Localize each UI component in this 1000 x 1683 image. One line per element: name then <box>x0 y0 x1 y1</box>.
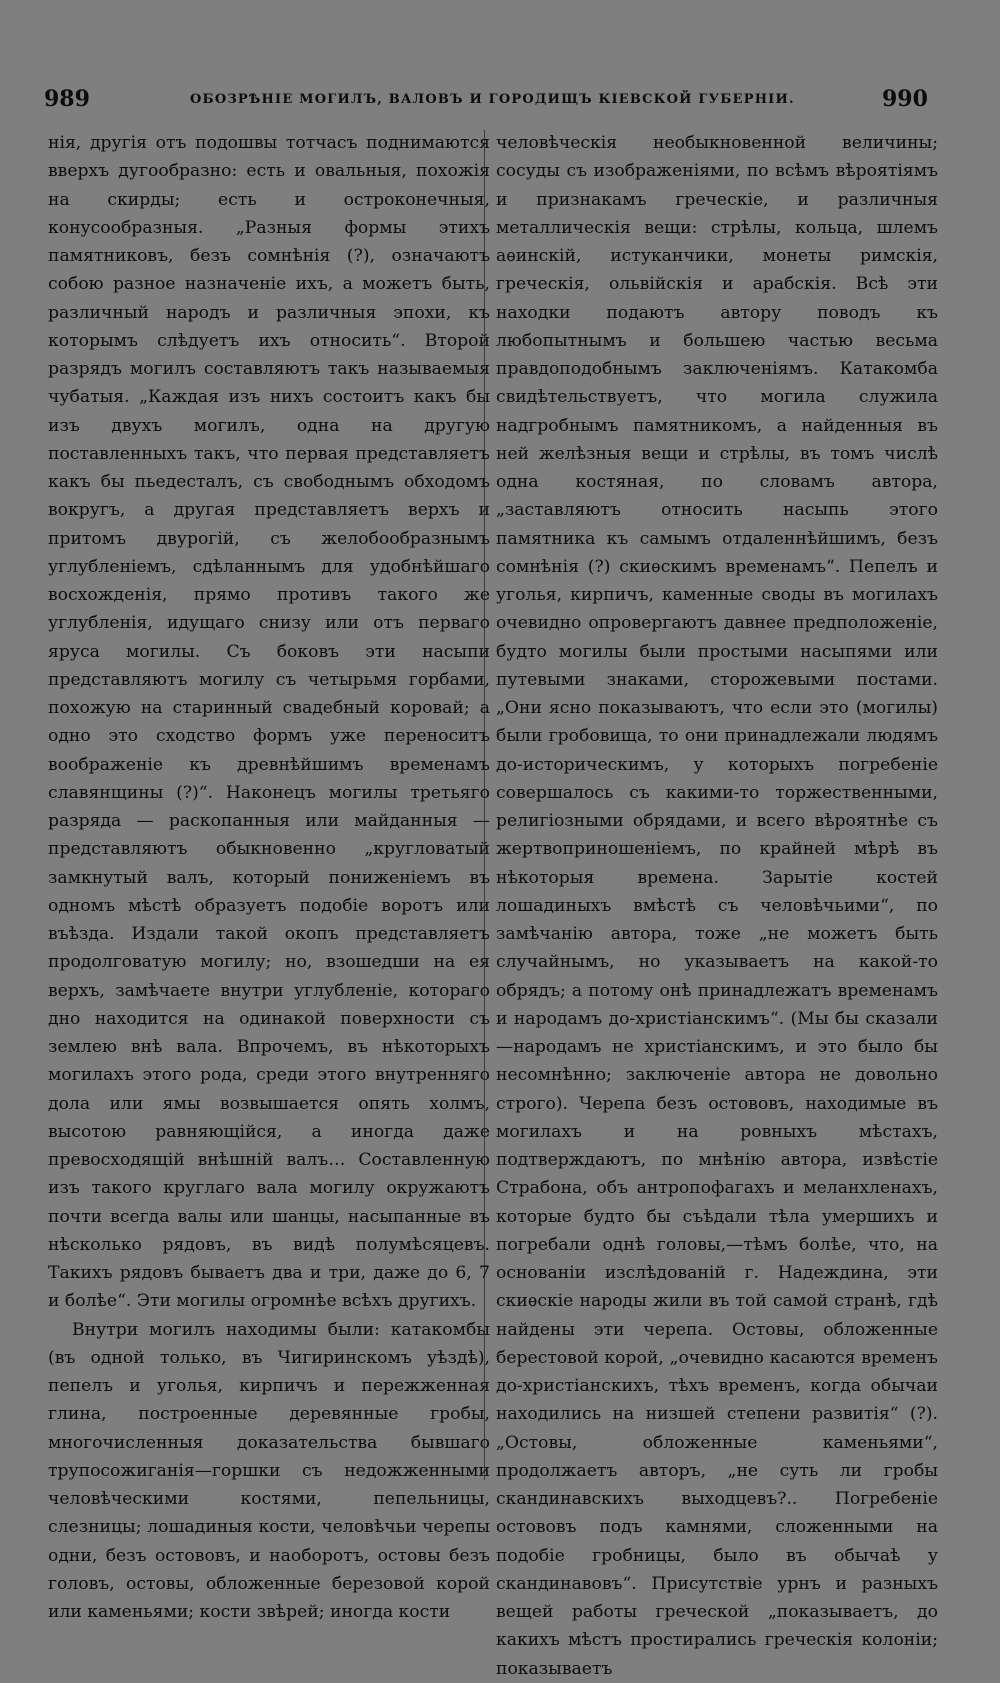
left-column <box>48 129 490 1626</box>
page-number-right: 990 <box>882 86 928 112</box>
left-paragraph-2: Внутри могилъ находимы были: катакомбы (въ одной только, въ Чигиринскомъ уѣздѣ), пепелъ и уголья, кирпичъ и пережженная глина, построенные деревянные гробы, многочисленныя доказательства бывшаго трупосожиганія—горшки съ недожженными человѣческими костями, пепельницы, слезницы; лошадиныя кости, человѣчьи черепы одни, безъ остововъ, и наоборотъ, остовы безъ головъ, остовы, обложенные березовой корой или каменьями; кости звѣрей; иногда кости <box>48 1319 490 1622</box>
right-paragraph-1: человѣческія необыкновенной величины; сосуды съ изображеніями, по всѣмъ вѣроятіямъ и признакамъ греческіе, и различныя металлическія вещи: стрѣлы, кольца, шлемъ аѳинскій, истуканчики, монеты римскія, греческія, ольвійскія и арабскія. Всѣ эти находки подаютъ автору поводъ къ любопытнымъ и большею частью весьма правдоподобнымъ заключеніямъ. Катакомба свидѣтельствуетъ, что могила служила надгробнымъ памятникомъ, а найденныя въ ней желѣзныя вещи и стрѣлы, въ томъ числѣ одна костяная, по словамъ автора, „заставляютъ относить насыпь этого памятника къ самымъ отдаленнѣйшимъ, безъ сомнѣнія (?) скиѳскимъ временамъ“. Пепелъ и уголья, кирпичъ, каменные своды въ могилахъ очевидно опровергаютъ давнее предположеніе, будто могилы были простыми насыпями или путевыми знаками, сторожевыми постами. „Они ясно показываютъ, что если это (могилы) были гробовища, то они принадлежали людямъ до-историческимъ, у которыхъ погребеніе совершалось съ какими-то торжественными, религіозными обрядами, и всего вѣроятнѣе съ жертвоприношеніемъ, по крайней мѣрѣ въ нѣкоторыя времена. Зарытіе костей лошадиныхъ вмѣстѣ съ человѣчьими“, по замѣчанію автора, тоже „не можетъ быть случайнымъ, но указываетъ на какой-то обрядъ; а потому онѣ принадлежатъ временамъ и народамъ до-христіанскимъ“. (Мы бы сказали—народамъ не христіанскимъ, и это было бы несомнѣнно; заключеніе автора не довольно строго). Черепа безъ остововъ, находимые въ могилахъ и на ровныхъ мѣстахъ, подтверждаютъ, по мнѣнію автора, извѣстіе Страбона, объ антропофагахъ и меланхленахъ, которые будто бы съѣдали тѣла умершихъ и погребали однѣ головы,—тѣмъ болѣе, что, на основаніи изслѣдованій г. Надеждина, эти скиѳскіе народы жили въ той самой странѣ, гдѣ найдены эти черепа. Остовы, обложенные берестовой корой, „очевидно касаются временъ до-христіанскихъ, тѣхъ временъ, когда обычаи находились на низшей степени развитія“ (?). „Остовы, обложенные каменьями“, продолжаетъ авторъ, „не суть ли гробы скандинавскихъ выходцевъ?.. Погребеніе остововъ подъ камнями, сложенными на подобіе гробницы, было въ обычаѣ у скандинавовъ“. Присутствіе урнъ и разныхъ вещей работы греческой „показываетъ, до какихъ мѣстъ простирались греческія колоніи; показываетъ <box>496 133 938 1679</box>
left-paragraph-1: нія, другія отъ подошвы тотчасъ поднимаются вверхъ дугообразно: есть и овальныя, похожія на скирды; есть и остроконечныя, конусообразныя. „Разныя формы этихъ памятниковъ, безъ сомнѣнія (?), означаютъ собою разное назначеніе ихъ, а можетъ быть, различный народъ и различныя эпохи, къ которымъ слѣдуетъ ихъ относить“. Второй разрядъ могилъ составляютъ такъ называемыя чубатыя. „Каждая изъ нихъ состоитъ какъ бы изъ двухъ могилъ, одна на другую поставленныхъ такъ, что первая представляетъ какъ бы пьедесталъ, съ свободнымъ обходомъ вокругъ, а другая представляетъ верхъ и притомъ двурогій, съ желобообразнымъ углубленіемъ, сдѣланнымъ для удобнѣйшаго восхожденія, прямо противъ такого же углубленія, идущаго снизу или отъ перваго яруса могилы. Съ боковъ эти насыпи представляютъ могилу съ четырьмя горбами, похожую на старинный свадебный коровай; а одно это сходство формъ уже переноситъ воображеніе къ древнѣйшимъ временамъ славянщины (?)“. Наконецъ могилы третьяго разряда — раскопанныя или майданныя — представляютъ обыкновенно „кругловатый замкнутый валъ, который пониженіемъ въ одномъ мѣстѣ образуетъ подобіе воротъ или въѣзда. Издали такой окопъ представляетъ продолговатую могилу; но, взошедши на ея верхъ, замѣчаете внутри углубленіе, котораго дно находится на одинакой поверхности съ землею внѣ вала. Впрочемъ, въ нѣкоторыхъ могилахъ этого рода, среди этого внутренняго дола или ямы возвышается опять холмъ, высотою равняющійся, а иногда даже превосходящій внѣшній валъ… Составленную изъ такого круглаго вала могилу окружаютъ почти всегда валы или шанцы, насыпанные въ нѣсколько рядовъ, въ видѣ полумѣсяцевъ. Такихъ рядовъ бываетъ два и три, даже до 6, 7 и болѣе“. Эти могилы огромнѣе всѣхъ другихъ. <box>48 133 490 1312</box>
page-number-left: 989 <box>44 86 90 112</box>
right-column <box>496 129 938 1683</box>
running-title: ОБОЗРѢНІЕ МОГИЛЪ, ВАЛОВЪ И ГОРОДИЩЪ КІЕВСКОЙ ГУБЕРНІИ. <box>190 92 795 107</box>
